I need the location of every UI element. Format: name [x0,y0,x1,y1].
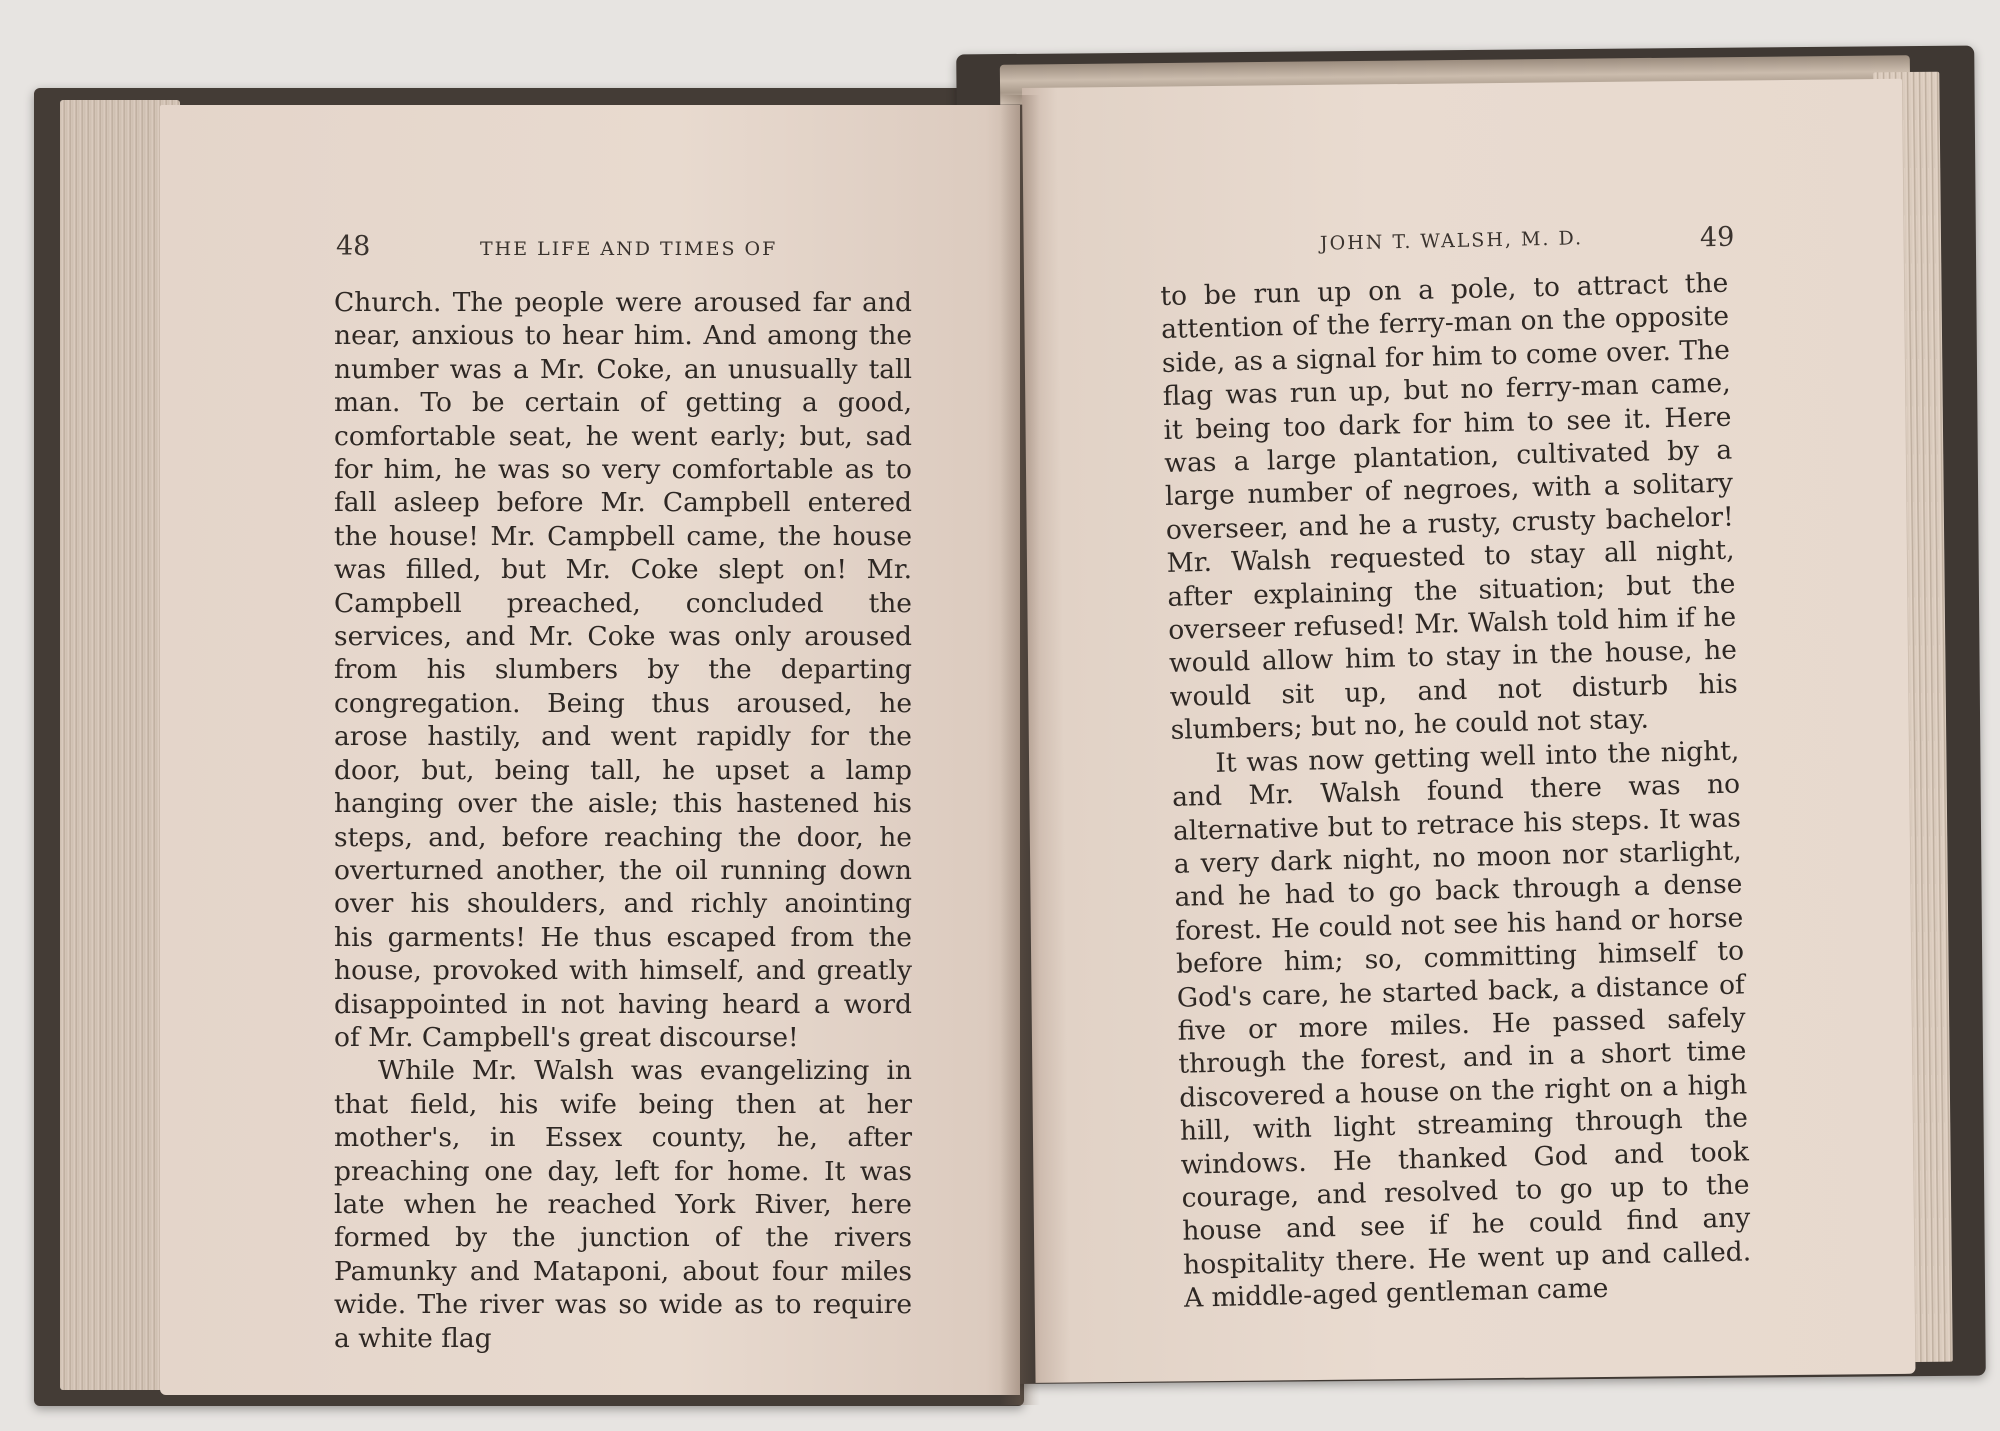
paragraph: to be run up on a pole, to attract the attention of the ferry-man on the opposite side, as a signal for him to come over. The flag was run up, but no ferry-man came, it being too dark for him to see it. Here was a large plantation, cultivated by a large number of negroes, with a solitary overseer, and he a rusty, crusty bachelor! Mr. Walsh requested to stay all night, after explaining the situation; but the overseer refused! Mr. Walsh told him if he would allow him to stay in the house, he would sit up, and not disturb his slumbers; but no, he could not stay. [1160,267,1739,747]
left-page-text [334,286,912,1355]
running-head-left: THE LIFE AND TIMES OF [480,238,778,260]
running-head-right: JOHN T. WALSH, M. D. [1319,227,1584,255]
book-gutter [1000,95,1040,1405]
right-page-text [1160,267,1752,1316]
paragraph: While Mr. Walsh was evangelizing in that field, his wife being then at her mother's, in Essex county, he, after preaching one day, left for home. It was late when he reached York River, here formed by the junction of the rivers Pamunky and Mataponi, about four miles wide. The river was so wide as to require a white flag [334,1055,912,1354]
paragraph: It was now getting well into the night, and Mr. Walsh found there was no alternative but to retrace his steps. It was a very dark night, no moon nor starlight, and he had to go back through a dense forest. He could not see his hand or horse before him; so, committing himself to God's care, he started back, a distance of five or more miles. He passed safely through the forest, and in a short time discovered a house on the right on a high hill, with light streaming through the windows. He thanked God and took courage, and resolved to go up to the house and see if he could find any hospitality there. He went up and called. A middle-aged gentleman came [1171,735,1752,1314]
page-number-left: 48 [336,231,371,262]
paragraph: Church. The people were aroused far and near, anxious to hear him. And among the number was a Mr. Coke, an unusually tall man. To be certain of getting a good, comfortable seat, he went early; but, sad for him, he was so very comfortable as to fall asleep before Mr. Campbell entered the house! Mr. Campbell came, the house was filled, but Mr. Coke slept on! Mr. Campbell preached, concluded the services, and Mr. Coke was only aroused from his slumbers by the departing congregation. Being thus aroused, he arose hastily, and went rapidly for the door, but, being tall, he upset a lamp hanging over the aisle; this hastened his steps, and, before reaching the door, he overturned another, the oil running down over his shoulders, and richly anointing his garments! He thus escaped from the house, provoked with himself, and greatly disappointed in not having heard a word of Mr. Campbell's great discourse! [334,287,912,1053]
page-number-right: 49 [1699,221,1735,254]
